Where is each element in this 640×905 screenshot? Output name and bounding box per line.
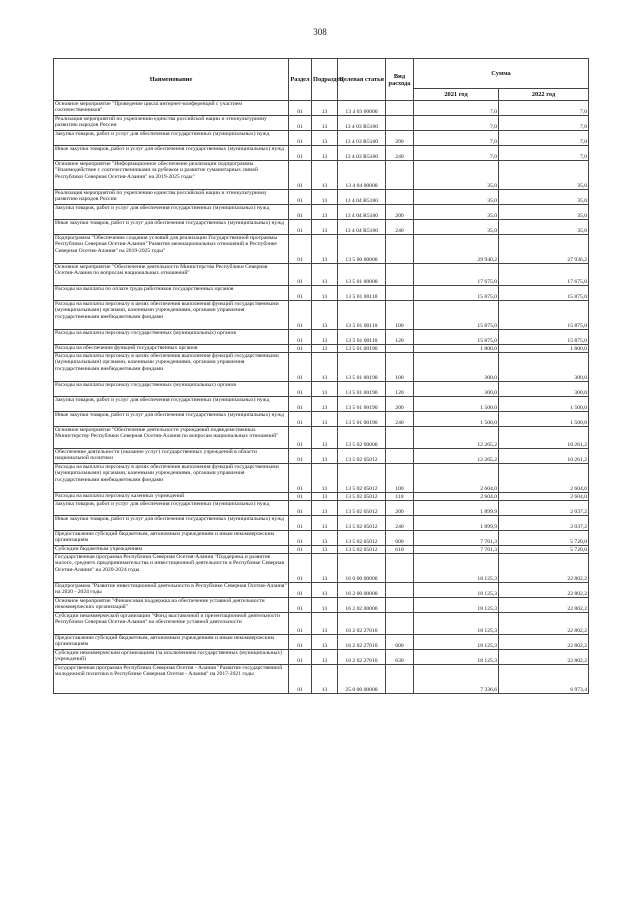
row-vid: 200 <box>386 205 414 220</box>
row-sum-2021: 29 940,2 <box>414 235 499 264</box>
row-vid: 600 <box>386 635 414 650</box>
row-vid: 110 <box>386 493 414 501</box>
row-sum-2022: 2 604,0 <box>499 493 589 501</box>
row-target: 13 4 03 R5160 <box>338 131 386 146</box>
table-row <box>54 301 589 330</box>
table-row <box>54 464 589 493</box>
row-razdel: 01 <box>289 353 312 382</box>
row-name: Закупка товаров, работ и услуг для обеспечения государственных (муниципальных) нужд <box>54 131 289 146</box>
row-name: Основное мероприятие "Обеспечение деятельности учреждений подведомственных Министерству Республики Северная Осетия-Алания по вопросам национальных отношений" <box>54 427 289 449</box>
row-target: 16 2 02 27010 <box>338 650 386 665</box>
row-name: Предоставление субсидий бюджетным, автономным учреждениям и иным некоммерческим организациям <box>54 635 289 650</box>
row-razdel: 01 <box>289 427 312 449</box>
row-target: 13 4 04 00000 <box>338 161 386 190</box>
row-podrazdel: 13 <box>312 427 338 449</box>
row-vid <box>386 116 414 131</box>
row-name: Реализация мероприятий по укреплению единства российской нации и этнокультурному развитию народов России <box>54 190 289 205</box>
row-target: 13 5 01 00190 <box>338 412 386 427</box>
row-sum-2021: 1 899,9 <box>414 516 499 531</box>
row-name: Иные закупки товаров, работ и услуг для обеспечения государственных (муниципальных) нужд <box>54 516 289 531</box>
row-razdel: 01 <box>289 116 312 131</box>
row-sum-2022: 15 875,0 <box>499 286 589 301</box>
row-vid: 120 <box>386 382 414 397</box>
row-sum-2022: 1 500,0 <box>499 397 589 412</box>
row-sum-2021: 18 125,3 <box>414 583 499 598</box>
row-vid: 240 <box>386 220 414 235</box>
row-sum-2021: 18 125,3 <box>414 554 499 583</box>
row-name: Расходы на выплаты персоналу государственных (муниципальных) органов <box>54 330 289 345</box>
table-row <box>54 546 589 554</box>
row-razdel: 01 <box>289 546 312 554</box>
row-target: 13 5 02 05012 <box>338 546 386 554</box>
table-row <box>54 330 589 345</box>
row-sum-2022: 22 802,2 <box>499 554 589 583</box>
row-razdel: 01 <box>289 235 312 264</box>
row-podrazdel: 13 <box>312 635 338 650</box>
row-vid: 630 <box>386 650 414 665</box>
row-vid: 240 <box>386 146 414 161</box>
row-sum-2022: 2 037,2 <box>499 501 589 516</box>
row-sum-2021: 1 500,0 <box>414 397 499 412</box>
row-sum-2022: 1 500,0 <box>499 412 589 427</box>
row-target: 13 5 01 00190 <box>338 353 386 382</box>
row-name: Закупка товаров, работ и услуг для обеспечения государственных (муниципальных) нужд <box>54 397 289 412</box>
row-sum-2021: 1 500,0 <box>414 412 499 427</box>
row-sum-2022: 2 037,2 <box>499 516 589 531</box>
row-podrazdel: 13 <box>312 131 338 146</box>
row-name: Обеспечение деятельности (оказание услуг) государственных учреждений в области национальной политики <box>54 449 289 464</box>
row-razdel: 01 <box>289 665 312 694</box>
page-number: 308 <box>313 27 327 37</box>
row-podrazdel: 13 <box>312 598 338 613</box>
row-sum-2021: 300,0 <box>414 353 499 382</box>
row-sum-2021: 7 761,3 <box>414 531 499 546</box>
row-sum-2021: 12 265,2 <box>414 449 499 464</box>
row-podrazdel: 13 <box>312 190 338 205</box>
row-sum-2022: 7,0 <box>499 116 589 131</box>
row-target: 13 4 03 R5160 <box>338 146 386 161</box>
row-vid: 120 <box>386 330 414 345</box>
row-podrazdel: 13 <box>312 101 338 116</box>
table-row <box>54 286 589 301</box>
row-podrazdel: 13 <box>312 146 338 161</box>
row-sum-2021: 15 875,0 <box>414 286 499 301</box>
row-razdel: 01 <box>289 286 312 301</box>
row-sum-2021: 35,0 <box>414 161 499 190</box>
row-sum-2022: 6 973,4 <box>499 665 589 694</box>
row-razdel: 01 <box>289 554 312 583</box>
row-target: 16 0 00 00000 <box>338 554 386 583</box>
row-podrazdel: 13 <box>312 301 338 330</box>
row-vid <box>386 427 414 449</box>
row-target: 16 2 02 27010 <box>338 635 386 650</box>
row-podrazdel: 13 <box>312 353 338 382</box>
row-vid <box>386 235 414 264</box>
row-target: 13 5 02 05012 <box>338 493 386 501</box>
row-razdel: 01 <box>289 635 312 650</box>
row-target: 13 5 01 00110 <box>338 301 386 330</box>
row-sum-2021: 7,0 <box>414 131 499 146</box>
row-name: Расходы на выплаты персоналу казенных учреждений <box>54 493 289 501</box>
table-row <box>54 345 589 353</box>
row-razdel: 01 <box>289 583 312 598</box>
row-sum-2021: 18 125,3 <box>414 650 499 665</box>
table-body <box>54 101 589 694</box>
row-razdel: 01 <box>289 397 312 412</box>
row-razdel: 01 <box>289 301 312 330</box>
row-sum-2022: 15 875,0 <box>499 330 589 345</box>
row-name: Расходы на выплаты персоналу государственных (муниципальных) органов <box>54 382 289 397</box>
row-vid <box>386 665 414 694</box>
row-podrazdel: 13 <box>312 397 338 412</box>
budget-table <box>53 58 589 694</box>
row-target: 16 2 02 27010 <box>338 613 386 635</box>
row-sum-2022: 5 720,0 <box>499 546 589 554</box>
row-sum-2022: 7,0 <box>499 146 589 161</box>
row-sum-2022: 2 604,0 <box>499 464 589 493</box>
table-row <box>54 220 589 235</box>
row-name: Основное мероприятие "Проведение цикла интернет-конференций с участием соотечественников" <box>54 101 289 116</box>
table-row <box>54 583 589 598</box>
row-sum-2021: 35,0 <box>414 205 499 220</box>
header-2022: 2022 год <box>499 89 589 101</box>
row-target: 25 0 00 00000 <box>338 665 386 694</box>
table-row <box>54 516 589 531</box>
row-sum-2021: 15 875,0 <box>414 330 499 345</box>
row-sum-2021: 18 125,3 <box>414 613 499 635</box>
row-name: Реализация мероприятий по укреплению единства российской нации и этнокультурному развитию народов России <box>54 116 289 131</box>
row-sum-2022: 10 261,2 <box>499 449 589 464</box>
row-target: 13 5 02 05012 <box>338 464 386 493</box>
row-podrazdel: 13 <box>312 665 338 694</box>
row-sum-2021: 1 800,0 <box>414 345 499 353</box>
header-vid: Вид расхода <box>386 59 414 101</box>
row-sum-2021: 7,0 <box>414 116 499 131</box>
row-razdel: 01 <box>289 516 312 531</box>
row-vid <box>386 345 414 353</box>
row-sum-2022: 35,0 <box>499 220 589 235</box>
row-target: 13 5 02 00000 <box>338 427 386 449</box>
row-vid <box>386 264 414 286</box>
row-vid <box>386 583 414 598</box>
row-razdel: 01 <box>289 501 312 516</box>
row-vid <box>386 598 414 613</box>
row-vid <box>386 554 414 583</box>
row-name: Основное мероприятие "Обеспечение деятельности Министерства Республики Северная Осетия-Алания по вопросам национальных отношений" <box>54 264 289 286</box>
row-podrazdel: 13 <box>312 412 338 427</box>
row-razdel: 01 <box>289 464 312 493</box>
row-podrazdel: 13 <box>312 235 338 264</box>
row-podrazdel: 13 <box>312 205 338 220</box>
row-podrazdel: 13 <box>312 220 338 235</box>
row-name: Предоставление субсидий бюджетным, автономным учреждениям и иным некоммерческим организациям <box>54 531 289 546</box>
row-sum-2022: 7,0 <box>499 101 589 116</box>
row-name: Расходы на выплаты персоналу в целях обеспечения выполнения функций государственными (муниципальными) органами, казенными учреждениями, органами управления государственными внебюджетными фондами <box>54 301 289 330</box>
row-name: Расходы на выплаты по оплате труда работников государственных органов <box>54 286 289 301</box>
row-razdel: 01 <box>289 493 312 501</box>
row-name: Государственная программа Республики Северная Осетия - Алания "Развитие государственной молодежной политики в Республике Северная Осетия - Алания" на 2017-2021 годы <box>54 665 289 694</box>
table-row <box>54 161 589 190</box>
row-vid <box>386 449 414 464</box>
row-podrazdel: 13 <box>312 116 338 131</box>
row-target: 13 5 01 00110 <box>338 330 386 345</box>
row-target: 13 4 04 R5160 <box>338 205 386 220</box>
row-podrazdel: 13 <box>312 382 338 397</box>
header-summa: Сумма <box>414 59 589 89</box>
row-sum-2021: 2 604,0 <box>414 464 499 493</box>
header-target: Целевая статья <box>338 59 386 101</box>
row-razdel: 01 <box>289 330 312 345</box>
row-razdel: 01 <box>289 531 312 546</box>
row-vid: 200 <box>386 397 414 412</box>
row-razdel: 01 <box>289 598 312 613</box>
row-sum-2021: 18 125,3 <box>414 598 499 613</box>
row-razdel: 01 <box>289 190 312 205</box>
row-vid <box>386 190 414 205</box>
table-row <box>54 493 589 501</box>
row-podrazdel: 13 <box>312 613 338 635</box>
table-row <box>54 146 589 161</box>
row-sum-2021: 7 761,3 <box>414 546 499 554</box>
row-vid: 240 <box>386 516 414 531</box>
row-sum-2022: 22 802,2 <box>499 613 589 635</box>
row-target: 13 5 02 05012 <box>338 531 386 546</box>
row-razdel: 01 <box>289 146 312 161</box>
row-podrazdel: 13 <box>312 449 338 464</box>
row-podrazdel: 13 <box>312 464 338 493</box>
row-target: 13 4 03 R5160 <box>338 116 386 131</box>
row-podrazdel: 13 <box>312 650 338 665</box>
row-name: Расходы на обеспечение функций государственных органов <box>54 345 289 353</box>
row-podrazdel: 13 <box>312 516 338 531</box>
row-podrazdel: 13 <box>312 264 338 286</box>
table-row <box>54 412 589 427</box>
row-sum-2021: 7 336,6 <box>414 665 499 694</box>
row-sum-2022: 7,0 <box>499 131 589 146</box>
row-vid <box>386 613 414 635</box>
row-vid: 200 <box>386 501 414 516</box>
row-razdel: 01 <box>289 161 312 190</box>
row-vid: 600 <box>386 531 414 546</box>
row-sum-2021: 35,0 <box>414 190 499 205</box>
row-name: Субсидии некоммерческой организации "Фонд выставочной и презентационной деятельности Республики Северная Осетия-Алания" на обеспечение уставной деятельности <box>54 613 289 635</box>
row-sum-2021: 35,0 <box>414 220 499 235</box>
row-sum-2022: 22 802,2 <box>499 583 589 598</box>
table-row <box>54 190 589 205</box>
row-podrazdel: 13 <box>312 161 338 190</box>
row-vid <box>386 286 414 301</box>
row-name: Субсидии некоммерческим организациям (за исключением государственных (муниципальных) учреждений) <box>54 650 289 665</box>
row-target: 13 4 04 R5160 <box>338 190 386 205</box>
table-row <box>54 635 589 650</box>
row-razdel: 01 <box>289 412 312 427</box>
row-sum-2021: 7,0 <box>414 101 499 116</box>
table-row <box>54 397 589 412</box>
row-razdel: 01 <box>289 449 312 464</box>
row-sum-2021: 12 265,2 <box>414 427 499 449</box>
row-podrazdel: 13 <box>312 286 338 301</box>
row-sum-2021: 2 604,0 <box>414 493 499 501</box>
row-vid: 100 <box>386 301 414 330</box>
row-sum-2022: 22 802,2 <box>499 635 589 650</box>
row-razdel: 01 <box>289 613 312 635</box>
table-row <box>54 650 589 665</box>
row-sum-2022: 22 802,2 <box>499 650 589 665</box>
row-sum-2022: 10 261,2 <box>499 427 589 449</box>
row-sum-2022: 5 720,0 <box>499 531 589 546</box>
row-name: Расходы на выплаты персоналу в целях обеспечения выполнения функций государственными (муниципальными) органами, казенными учреждениями, органами управления государственными внебюджетными фондами <box>54 464 289 493</box>
row-podrazdel: 13 <box>312 345 338 353</box>
table-row <box>54 353 589 382</box>
table-row <box>54 613 589 635</box>
header-razdel: Раздел <box>289 59 312 101</box>
row-razdel: 01 <box>289 650 312 665</box>
row-sum-2021: 18 125,3 <box>414 635 499 650</box>
row-vid <box>386 161 414 190</box>
row-vid: 100 <box>386 464 414 493</box>
row-podrazdel: 13 <box>312 554 338 583</box>
row-podrazdel: 13 <box>312 330 338 345</box>
row-name: Основное мероприятие "Финансовая поддержка на обеспечение уставной деятельности некоммерческих организаций" <box>54 598 289 613</box>
table-row <box>54 116 589 131</box>
row-name: Иные закупки товаров, работ и услуг для обеспечения государственных (муниципальных) нужд <box>54 220 289 235</box>
row-podrazdel: 13 <box>312 493 338 501</box>
row-name: Расходы на выплаты персоналу в целях обеспечения выполнения функций государственными (муниципальными) органами, казенными учреждениями, органами управления государственными внебюджетными фондами <box>54 353 289 382</box>
row-name: Государственная программа Республики Северная Осетия-Алания "Поддержка и развитие малого, среднего предпринимательства и инвестиционной деятельности в Республике Северная Осетия-Алания" на 2020-2024 годы <box>54 554 289 583</box>
table-row <box>54 427 589 449</box>
row-razdel: 01 <box>289 264 312 286</box>
row-razdel: 01 <box>289 101 312 116</box>
header-2021: 2021 год <box>414 89 499 101</box>
row-sum-2022: 35,0 <box>499 190 589 205</box>
row-sum-2021: 15 875,0 <box>414 301 499 330</box>
row-sum-2022: 22 802,2 <box>499 598 589 613</box>
row-podrazdel: 13 <box>312 531 338 546</box>
row-name: Подпрограмма "Развитие инвестиционной деятельности в Республике Северная Осетия-Алания" на 2020 - 2024 годы <box>54 583 289 598</box>
row-target: 16 2 02 00000 <box>338 598 386 613</box>
row-podrazdel: 13 <box>312 583 338 598</box>
row-target: 13 5 01 00000 <box>338 264 386 286</box>
row-podrazdel: 13 <box>312 501 338 516</box>
row-target: 13 5 02 05012 <box>338 501 386 516</box>
table-row <box>54 501 589 516</box>
row-podrazdel: 13 <box>312 546 338 554</box>
row-target: 16 2 00 00000 <box>338 583 386 598</box>
table-row <box>54 598 589 613</box>
row-sum-2021: 17 675,0 <box>414 264 499 286</box>
table-row <box>54 101 589 116</box>
row-name: Закупка товаров, работ и услуг для обеспечения государственных (муниципальных) нужд <box>54 205 289 220</box>
table-row <box>54 531 589 546</box>
table-row <box>54 554 589 583</box>
row-target: 13 5 00 00000 <box>338 235 386 264</box>
row-sum-2021: 7,0 <box>414 146 499 161</box>
row-sum-2022: 1 800,0 <box>499 345 589 353</box>
row-name: Подпрограмма "Обеспечение создания условий для реализации Государственной программы Республики Северная Осетия-Алания "Развитие межнациональных отношений в Республике Северная Осетия-Алания" на 2019-2025 годы" <box>54 235 289 264</box>
table-row <box>54 449 589 464</box>
row-sum-2022: 27 936,2 <box>499 235 589 264</box>
row-target: 13 5 02 05012 <box>338 516 386 531</box>
row-sum-2022: 300,0 <box>499 353 589 382</box>
row-vid: 610 <box>386 546 414 554</box>
row-razdel: 01 <box>289 205 312 220</box>
row-vid: 240 <box>386 412 414 427</box>
row-target: 13 5 01 00190 <box>338 397 386 412</box>
row-sum-2022: 35,0 <box>499 161 589 190</box>
row-vid: 200 <box>386 131 414 146</box>
row-razdel: 01 <box>289 220 312 235</box>
table-row <box>54 264 589 286</box>
row-target: 13 4 04 R5160 <box>338 220 386 235</box>
table-row <box>54 382 589 397</box>
row-sum-2021: 300,0 <box>414 382 499 397</box>
row-target: 13 5 01 00190 <box>338 345 386 353</box>
row-vid: 100 <box>386 353 414 382</box>
row-target: 13 5 02 05012 <box>338 449 386 464</box>
table-row <box>54 665 589 694</box>
table-row <box>54 235 589 264</box>
row-name: Основное мероприятие "Информационное обеспечение реализации подпрограммы "Взаимодействие с соотечественниками за рубежом и развитие гуманитарных связей Республики Северная Осетия-Алания" на 2019-2025 годы" <box>54 161 289 190</box>
row-name: Субсидии бюджетным учреждениям <box>54 546 289 554</box>
row-sum-2021: 1 899,9 <box>414 501 499 516</box>
row-razdel: 01 <box>289 131 312 146</box>
row-sum-2022: 300,0 <box>499 382 589 397</box>
row-sum-2022: 15 875,0 <box>499 301 589 330</box>
row-razdel: 01 <box>289 345 312 353</box>
header-podrazdel: Подраздел <box>312 59 338 101</box>
row-name: Иные закупки товаров, работ и услуг для обеспечения государственных (муниципальных) нужд <box>54 146 289 161</box>
table-row <box>54 131 589 146</box>
table-row <box>54 205 589 220</box>
row-target: 13 5 01 00110 <box>338 286 386 301</box>
row-sum-2022: 35,0 <box>499 205 589 220</box>
row-sum-2022: 17 675,0 <box>499 264 589 286</box>
row-razdel: 01 <box>289 382 312 397</box>
header-name: Наименование <box>54 59 289 101</box>
row-name: Закупка товаров, работ и услуг для обеспечения государственных (муниципальных) нужд <box>54 501 289 516</box>
row-name: Иные закупки товаров, работ и услуг для обеспечения государственных (муниципальных) нужд <box>54 412 289 427</box>
row-vid <box>386 101 414 116</box>
row-target: 13 5 01 00190 <box>338 382 386 397</box>
row-target: 13 4 03 00000 <box>338 101 386 116</box>
